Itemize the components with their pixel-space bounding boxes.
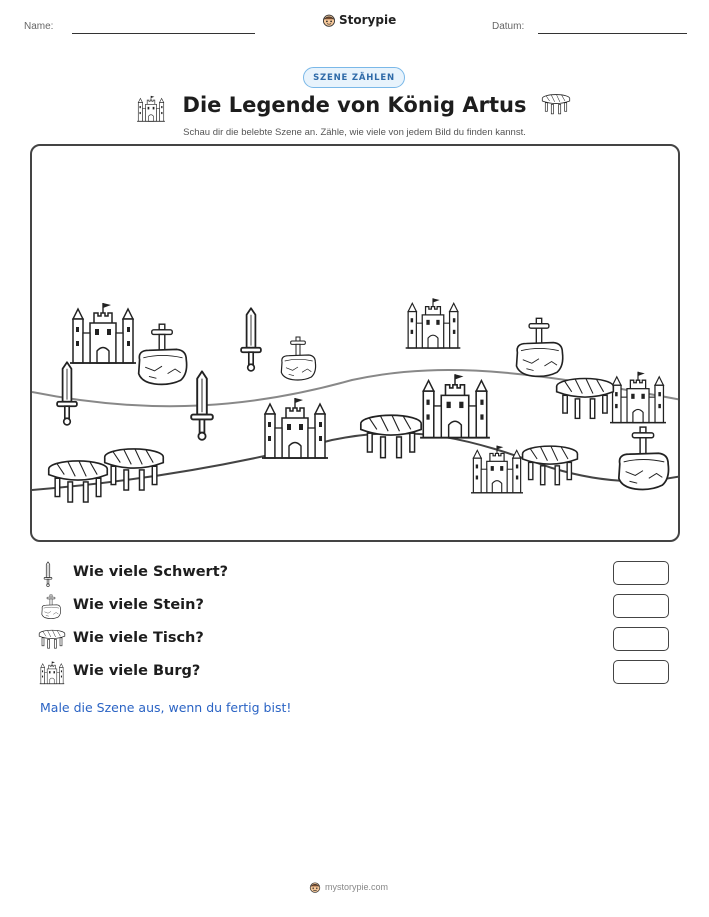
- table-4: [557, 379, 614, 419]
- answer-box-table[interactable]: [613, 627, 669, 651]
- stone-icon: [38, 594, 64, 620]
- brand-logo: [322, 13, 396, 27]
- page-subtitle: Schau dir die belebte Szene an. Zähle, wie viele von jedem Bild du finden kannst.: [183, 127, 526, 138]
- site-footer: [309, 881, 388, 893]
- scene-illustration: [32, 146, 680, 542]
- table-icon: [541, 93, 571, 115]
- sword-icon: [38, 561, 58, 587]
- castle-6: [610, 372, 666, 423]
- question-row-stone: [38, 594, 678, 620]
- question-text: Wie viele Burg?: [73, 663, 201, 679]
- storypie-mascot-icon: [322, 13, 336, 27]
- castle-2: [262, 398, 328, 458]
- coloring-instruction: Male die Szene aus, wenn du fertig bist!: [40, 700, 292, 715]
- stone-1: [139, 324, 187, 384]
- castle-5: [471, 446, 523, 493]
- stone-4: [619, 427, 669, 489]
- answer-box-stone[interactable]: [613, 594, 669, 618]
- table-5: [523, 446, 578, 485]
- castle-4: [420, 374, 490, 437]
- table-icon: [38, 627, 66, 651]
- counting-scene: [30, 144, 680, 542]
- storypie-mascot-icon: [309, 881, 321, 893]
- date-line[interactable]: [538, 33, 687, 34]
- table-1: [49, 461, 108, 502]
- question-row-sword: [38, 561, 678, 587]
- question-text: Wie viele Schwert?: [73, 564, 229, 580]
- question-row-table: [38, 627, 678, 653]
- answer-box-sword[interactable]: [613, 561, 669, 585]
- date-label: Datum:: [492, 21, 525, 32]
- brand-name: Storypie: [339, 13, 397, 27]
- page-title: Die Legende von König Artus: [182, 93, 527, 117]
- sword-1: [241, 308, 261, 371]
- question-text: Wie viele Stein?: [73, 597, 204, 613]
- stone-3: [517, 318, 563, 376]
- castle-1: [70, 303, 136, 363]
- castle-3: [406, 298, 461, 348]
- question-text: Wie viele Tisch?: [73, 630, 204, 646]
- name-line[interactable]: [72, 33, 255, 34]
- stone-2: [281, 337, 315, 380]
- castle-icon: [38, 660, 66, 686]
- table-2: [105, 449, 164, 490]
- activity-badge: SZENE ZÄHLEN: [303, 67, 405, 88]
- name-label: Name:: [24, 21, 54, 32]
- answer-box-castle[interactable]: [613, 660, 669, 684]
- site-url: mystorypie.com: [325, 882, 389, 892]
- table-3: [361, 415, 421, 457]
- sword-2: [57, 362, 77, 425]
- question-row-castle: [38, 660, 678, 686]
